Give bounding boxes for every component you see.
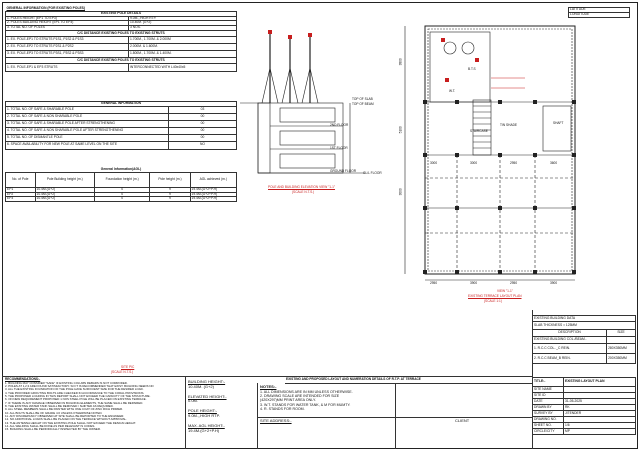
title-block [532,377,636,435]
list-item: 4. R. STANDS FOR ROOM. [260,407,305,412]
table-row: 1. TOTAL NO. OF SAFE & SHARABLE POLE 03 [6,106,237,113]
plan-dim-bottom: 2950 [510,281,518,285]
table-row: 1. R.C.C COL.._C REIN. 280X350MM [533,344,636,354]
plan-label-bts: B.T.S [468,67,476,71]
list-item: 6. ON NEW REQUIREMENT PROPOSED 1 NOS STEEL POLE WILL BE PLACED ON EXISTING TERRACE. [5,397,147,402]
list-item: 5. THE PROPOSED LOADING IN THIS REPORT SHALL NOT EXCEED THE CAPACITY OF THE STRUCTURE. [5,393,151,398]
table-row: EXISTING BUILDING COL./BEAM.. [533,337,636,344]
elevation-title: POLE AND BUILDING ELEVATION VIEW "1-1" [268,185,335,189]
notes-section [260,385,395,411]
building-data-table: EXISTING BUILDING DATA SLAB THICKNESS = 125MM DESCRIPTION SIZE EXISTING BUILDING COL./BEAM.. 1. R.C.C COL.._C REIN. 280X350MM 2. R.C.C BEAM_B REIN. 200X350MM [532,315,636,364]
table-row: 2. R.C.C BEAM_B REIN. 200X350MM [533,354,636,364]
cc-title: C/C DISTANCE EXISTING POLES TO EXISTING STRUTS [6,57,237,63]
table-row: SITE ID [533,393,636,399]
elev-label: TOP OF BEAM [352,102,374,106]
elev-label: GL/L FLOOR [363,171,382,175]
list-item: 8. THE EXISTING WATER TANK SHALL BE REMOVED / SHIFTED AS REQUIRED. [5,403,114,408]
client-label: CLIENT [455,418,470,423]
list-item: 12. NO ADDITIONAL LOADS SHALL BE PLACED ON THE TERRACE WITHOUT APPROVAL. [5,417,127,422]
list-item: 14. ALL WELDING SHALL BE DONE AS PER RELEVANT IS CODES. [5,423,96,428]
existing-poles-table [5,7,237,72]
list-item: (420X297)MM PRINT AREA ONLY. [260,398,316,403]
plan-dim-mid: 3000 [430,161,438,165]
sheet-title-divider [285,383,532,384]
table-row: SHEET NO. 1/6 [533,423,636,429]
plan-title: EXISTING TERRACE LAYOUT PLAN [468,294,522,298]
plan-dim-side: 3000 [398,188,403,196]
table-row: 2. EX. POLE-EP2 TO STRUTS P2S1 & P2S2 2.000M. & 1.600M. [6,43,237,50]
struts-title: C/C DISTANCE EXISTING POLES TO EXISTING STRUTS [6,30,237,36]
table-row: 3. TOTAL NO. OF SAFE & SHARABLE POLE AFTER STRENGTHENING 00 [6,120,237,127]
elev-label: 1ST FLOOR [330,146,348,150]
list-item: 13. THE ANTENNA HEIGHT ON THE EXISTING POLE SHALL NOT EXCEED THE DESIGN HEIGHT. [5,420,137,425]
notes-title: NOTES:- [260,384,277,389]
building-height-label: BUILDING HEIGHT:- [188,379,226,384]
agl-title: General Information(AGL) [100,167,142,171]
sheet-title: EXISTING AND PROPOSED LAYOUT AND NUMERATION DETAILS OF R.T.P. AT TERRACE [286,377,421,381]
table-row: 4. TOTAL NO. OF SAFE & NON SHARABLE POLE AFTER STRENGTHENING 00 [6,127,237,134]
plan-dim-bottom: 3900 [550,281,558,285]
plan-dim-side: 3800 [398,58,403,66]
list-item: 3. ALL THE EXISTING FOUNDATION OF THE POLE HAVE SUFFICIENT SIZE FOR THE DESIRED LOAD. [5,387,144,392]
max-agl-value: 19.4M.(G+2+P.H) [188,427,220,433]
table-row: 6. SPACE AVAILABILITY FOR NEW POLE AT SAME LEVEL ON THE SITE NO [6,141,237,149]
divider [185,376,285,377]
list-item: 4. THE PROVIDED GROUTING BOLTS ARE CHECKED IN ACCORDANCE TO THE CODAL PROVISIONS. [5,390,145,395]
agl-table: General Information(AGL) No. of Pole Pole Building height (m.) Foundation height (m.) Pole height (m.) AGL achieved (m.) EP1 10.4M.(G+2) 0 9 19.4M.(G+2+P.H) EP2 10.4M.(G+2) 0 9 19.4M.(G+2+P.H) EP3 10.4M.(G+2) 0 9 19.4M.(G+2+P.H) [5,168,237,202]
table-row: 3. TOTAL NO. OF POLES 3 NOS. [6,26,237,31]
slab-thickness: SLAB THICKNESS = 125MM [533,322,636,330]
plan-view-label: VIEW "1-1" [497,289,513,293]
table-row: 2. POLES BUILDING HEIGHT (EP1 TO EP3) 10.40M. (G+2) [6,21,237,26]
table-row: EP2 10.4M.(G+2) 0 9 19.4M.(G+2+P.H) [6,192,237,197]
plan-dim-bottom: 3900 [470,281,478,285]
terrace-plan [405,18,585,286]
list-item: 9. ALL STEEL MEMBERS SHALL BE PAINTED WITH ONE COAT OF ZINC RICH PRIMER. [5,407,123,412]
table-row: SURVEY BY JITENDER [533,411,636,417]
gen-info-title: GENERAL INFORMATION (FOR EXISTING POLES) [6,6,85,10]
max-agl-label: MAX. AGL HEIGHT:- [188,422,225,428]
table-row: 2. TOTAL NO. OF SAFE & NON SHARABLE POLE 00 [6,113,237,120]
building-height-value: 10.40M. (G+2) [188,383,214,389]
elev-label: GROUND FLOOR [330,169,357,173]
pole-details-title: EXISTING POLE DETAILS [6,11,237,16]
pole-height-value: 9.0M.,,HIGH RTP. [188,412,220,418]
table-row: 5. TOTAL NO. OF DISMANTLE POLE 00 [6,134,237,141]
plan-scale: (SCALE 1:1) [484,299,502,303]
general-info-table [5,101,237,150]
elevated-height-label: ELEVATED HEIGHT:- [188,393,227,399]
plan-dim-mid: 3600 [550,161,558,165]
table-row: CIRCLE/CITY MP [533,429,636,435]
list-item: 10. ALL BOLTS SHALL BE OF GRADE 4.6 UNLESS OTHERWISE NOTED. [5,410,103,415]
latlong-table [568,7,630,18]
elevation-scale: (SCALE N.T.S.) [292,190,315,194]
divider [185,376,186,449]
plan-label-tin-shade: TIN SHADE [500,123,518,127]
elevation-drawing [240,28,380,188]
table-row: 1. EX. POLE-EP1 & EP3 STRUTS INTERCONNECTED WITH L40x40x5 [6,63,237,71]
list-item: 15. BUILDING SHALL BE PERIODICALLY INSPECTED BY THE OWNER. [5,427,101,432]
height-summary [188,380,256,433]
table-row: EP3 10.4M.(G+2) 0 9 19.4M.(G+2+P.H) [6,197,237,202]
elev-label: 2ND FLOOR [330,123,349,127]
plan-label-wt: W.T. [449,89,456,93]
list-item: 2. DRAWING SCALE ARE INTENDED FOR SIZE [260,394,340,399]
site-pic-title: SITE PIC [121,365,135,369]
table-row: DRAWN BY RK [533,405,636,411]
divider [532,310,533,449]
table-row: 1. POLES HEIGHT (EP1 TO EP3) 9.0M.,,HIGH RTP. [6,16,237,21]
list-item: 7. IF THERE IS ANY DAMAGE OBSERVED IN BUILDING ELEMENTS, THE SAME SHALL BE REPAIRED. [5,400,144,405]
divider [257,383,258,449]
table-row: DRAWING NO. [533,417,636,423]
building-data-title: EXISTING BUILDING DATA [533,316,636,322]
divider [395,383,396,449]
longitude-label: LONGITUDE [569,12,630,17]
table-row: EP1 10.4M.(G+2) 0 9 19.4M.(G+2+P.H) [6,187,237,192]
list-item: 3. W.T. STANDS FOR WATER TANK, & M FOR MUMTY. [260,402,351,407]
plan-dim-mid: 2950 [510,161,518,165]
list-item: 1. BUILDING MAY CONSIDER "SAFE" IF EXISTING COLUMN REBARS IS NOT CORRODED. [5,380,128,385]
pole-height-label: POLE HEIGHT:- [188,408,217,414]
table-row: 3. EX. POLE-EP3 TO STRUTS P3S1, P3S2 & P3S3 1.800M., 1.700M. & 1.400M. [6,50,237,57]
table-row: 1. EX. POLE-EP1 TO STRUTS P1S1, P1S2 & P1S3 1.700M., 1.700M. & 2.000M [6,36,237,43]
title-value: EXISTING LAYOUT PLAN [564,378,636,387]
elevated-height-value: 0.0M. [188,398,199,404]
recommendations-section [5,378,183,432]
table-row: SITE NAME [533,387,636,393]
site-address-label: SITE ADDRESS:- [260,418,292,423]
elev-label: TOP OF SLAB [352,97,373,101]
list-item: 1. ALL DIMENSIONS ARE IN MM UNLESS OTHERWISE. [260,389,353,394]
plan-dim-side: 5100 [398,126,403,134]
plan-label-staircase: STAIRCASE [470,129,488,133]
list-item: 11. ANY DISCREPANCY OBSERVED AT SITE SHALL BE REPORTED TO THE ENGINEER. [5,413,125,418]
general-info-title: GENERAL INFORMATION [6,102,237,107]
site-pic-scale: (SCALE N.T.S.) [111,370,134,374]
recommendations-title: RECOMMENDATIONS:- [5,377,41,381]
plan-dim-bottom: 2950 [430,281,438,285]
list-item: 2. POLES AT 1,2,3 ARE FOUND SATISFACTORY. SO IT IS RECOMMENDED THAT EXIST. BUILDING NEEDS NO [5,384,154,388]
plan-label-shaft: SHAFT [553,121,564,125]
plan-dim-mid: 3000 [470,161,478,165]
table-row: DATE 31-05-2025 [533,399,636,405]
latitude-label: LATITUDE [569,8,630,13]
title-label: TITLE:- [533,378,564,387]
